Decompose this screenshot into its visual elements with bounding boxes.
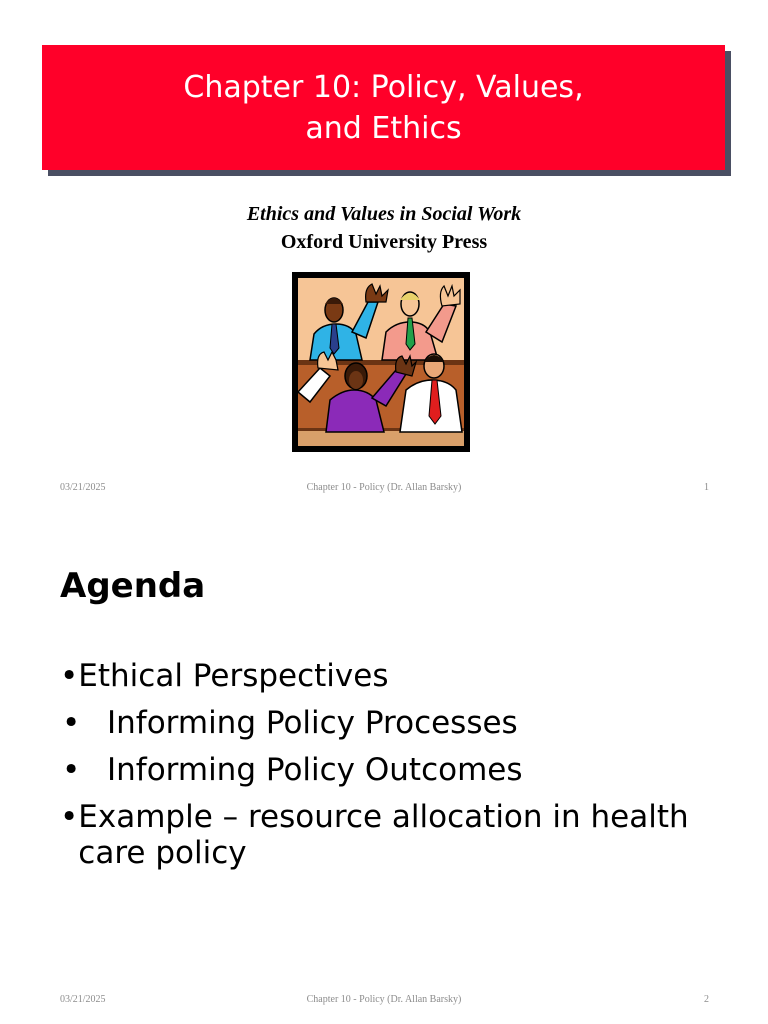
book-title: Ethics and Values in Social Work — [246, 203, 522, 225]
publisher: Oxford University Press — [280, 231, 488, 253]
list-item — [60, 799, 710, 871]
list-item — [60, 752, 710, 788]
footer-date: 03/21/2025 — [60, 994, 106, 1005]
footer-title: Chapter 10 - Policy (Dr. Allan Barsky) — [306, 994, 462, 1005]
bullet-icon: • — [60, 658, 79, 694]
footer-date: 03/21/2025 — [60, 482, 106, 493]
agenda-list — [60, 658, 710, 882]
footer-title: Chapter 10 - Policy (Dr. Allan Barsky) — [306, 482, 462, 493]
list-item-text: Informing Policy Processes — [107, 705, 518, 741]
slide-title: Chapter 10: Policy, Values, and Ethics — [183, 69, 584, 146]
bullet-icon: • — [60, 799, 79, 835]
slide-2 — [0, 512, 768, 1024]
raised-hands-audience-clipart — [292, 272, 470, 452]
bullet-icon: • — [62, 705, 81, 741]
list-item — [60, 658, 710, 694]
slide-number: 2 — [704, 994, 709, 1005]
list-item-text: Ethical Perspectives — [78, 658, 389, 694]
slide-number: 1 — [704, 482, 709, 493]
list-item-text: Example – resource allocation in health care policy — [78, 799, 689, 871]
agenda-heading: Agenda — [60, 566, 206, 606]
title-banner — [42, 45, 725, 170]
list-item-text: Informing Policy Outcomes — [107, 752, 523, 788]
list-item — [60, 705, 710, 741]
bullet-icon: • — [62, 752, 81, 788]
